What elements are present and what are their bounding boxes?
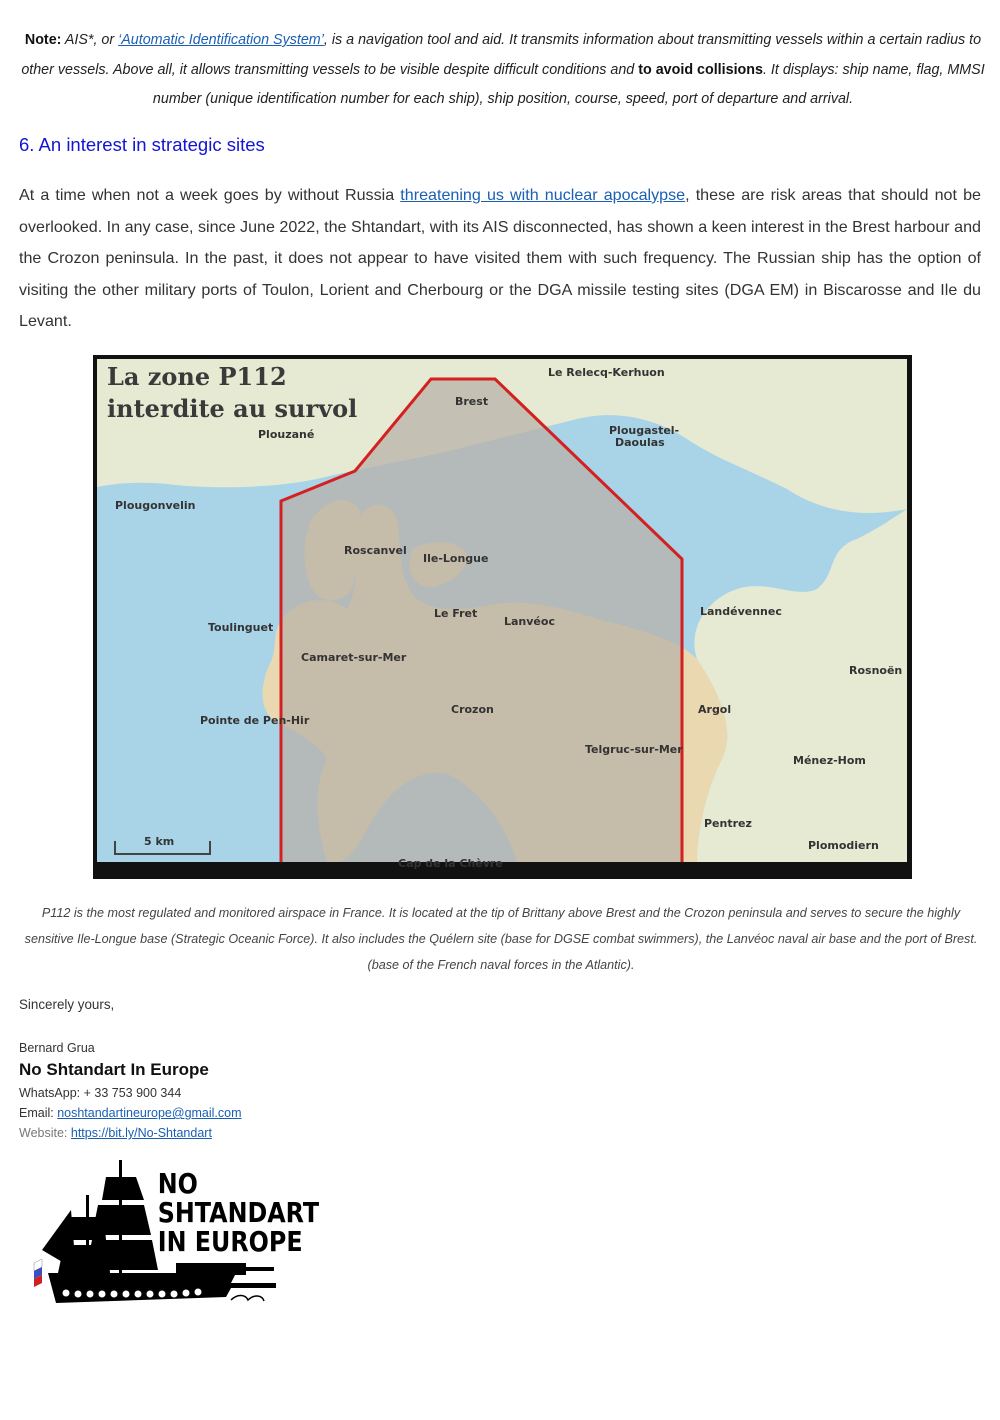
place-telgruc: Telgruc-sur-Mer [585,743,683,756]
map-caption: P112 is the most regulated and monitored airspace in France. It is located at the tip of Brittany above Brest and the Crozon peninsula and serves to secure the highly sensitive Ile-Longue base (Strategic Oceanic Force). It also includes the Quélern site (base for DGSE combat swimmers), the Lanvéoc naval air base and the port of Brest.(base of the French naval forces in the Atlantic). [24,906,978,972]
logo-text-in-europe: IN EUROPE [157,1226,303,1259]
place-roscanvel: Roscanvel [344,544,407,557]
logo-turret [176,1263,246,1275]
logo-jib [42,1210,76,1270]
note-label: Note: [24,32,62,48]
place-plougastel-2: Daoulas [615,436,665,449]
place-le-fret: Le Fret [434,607,478,620]
logo-text-shtandart: SHTANDART [157,1197,320,1230]
place-plougonvelin: Plougonvelin [115,499,196,512]
place-brest: Brest [455,395,489,408]
place-argol: Argol [698,703,732,716]
email-link[interactable]: noshtandartineurope@gmail.com [57,1106,242,1120]
ais-note [19,26,987,115]
para-text-b: , these are risk areas that should not be overlooked. In any case, since June 2022, the Shtandart, with its AIS disconnected, has shown a keen interest in the Brest harbour and the Crozon peninsula. In the past, it does not appear to have visited them with such frequency. The Russian ship has the option of visiting the other military ports of Toulon, Lorient and Cherbourg or the DGA missile testing sites (DGA EM) in Biscarosse and Ile du Levant. [19,186,981,331]
website-label: Website: [19,1126,71,1140]
map-title-line2: interdite au survol [107,394,358,423]
place-camaret: Camaret-sur-Mer [301,651,407,664]
place-plomodiern: Plomodiern [808,839,879,852]
signature-whatsapp: WhatsApp: + 33 753 900 344 [19,1086,182,1100]
note-bold: to avoid collisions [638,61,763,78]
place-rosnoen: Rosnoën [849,664,903,677]
signature-email-line [19,1106,242,1120]
nuclear-link[interactable]: threatening us with nuclear apocalypse [400,186,686,204]
no-shtandart-logo [26,1155,320,1310]
section-heading: 6. An interest in strategic sites [19,134,265,155]
note-text-b: , is a navigation tool and aid. It transmits information about transmitting vessels within a certain radius to other vessels. Above all, it allows transmitting vessels to be visible despite difficult conditions and [21,32,982,78]
map-title-line1: La zone P112 [107,362,287,391]
note-text-a: AIS*, or [61,32,119,48]
para-text-a: At a time when not a week goes by without Russia [19,186,401,204]
place-relecq: Le Relecq-Kerhuon [548,366,665,379]
place-plougastel-1: Plougastel- [609,424,680,437]
note-text-c: . It displays: ship name, flag, MMSI number (unique identification number for each ship), ship position, course, speed, port of departure and arrival. [152,61,985,107]
place-plouzane: Plouzané [258,428,315,441]
ais-link[interactable]: ‘Automatic Identification System’ [118,32,324,48]
section-paragraph [19,180,981,338]
place-pentrez: Pentrez [704,817,752,830]
logo-smoke [231,1295,264,1301]
place-toulinguet: Toulinguet [208,621,274,634]
closing-text: Sincerely yours, [19,997,115,1012]
website-link[interactable]: https://bit.ly/No-Shtandart [70,1126,212,1140]
place-landevennec: Landévennec [700,605,782,618]
place-crozon: Crozon [451,703,494,716]
place-ile-longue: Ile-Longue [423,552,489,565]
logo-gun [241,1267,274,1271]
place-menez-hom: Ménez-Hom [793,754,866,767]
scale-label: 5 km [144,835,175,848]
place-cap-chevre: Cap de la Chèvre [398,857,503,870]
signature-website-line [19,1126,212,1140]
signature-name: Bernard Grua [19,1041,95,1055]
logo-text-no: NO [157,1168,198,1201]
place-pointe-pen-hir: Pointe de Pen-Hir [200,714,310,727]
logo-hull [48,1273,276,1303]
p112-map-image [93,355,912,879]
signature-org: No Shtandart In Europe [19,1060,209,1079]
email-label: Email: [19,1106,58,1120]
logo-sail-1 [102,1177,144,1200]
place-lanveoc: Lanvéoc [504,615,555,628]
